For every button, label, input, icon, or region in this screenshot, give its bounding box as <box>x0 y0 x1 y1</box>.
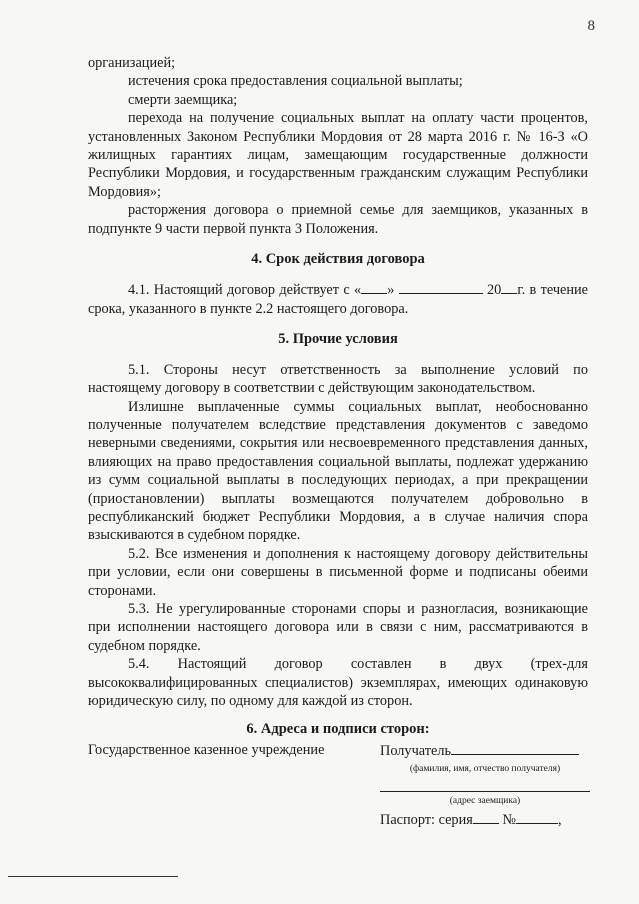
section-5-1: 5.1. Стороны несут ответственность за выполнение условий по настоящему договору в соответствии с действующим законодательством. <box>88 361 588 397</box>
line-expiry: истечения срока предоставления социальной выплаты; <box>128 73 463 90</box>
s41-c: 20 <box>487 282 502 299</box>
section-5-3: 5.3. Не урегулированные сторонами споры и разногласия, возникающие при исполнении настоящего договора или в связи с ним, рассматриваются в судебном порядке. <box>88 600 588 654</box>
section-4-title: 4. Срок действия договора <box>251 251 425 268</box>
passport-line <box>380 810 590 829</box>
line-transition: перехода на получение социальных выплат на оплату части процентов, установленных Законом Республики Мордовия от 28 марта 2016 г. № 16-З «О жилищных гарантиях лицам, замещающим государственные должности Республики Мордовия, и государственным гражданским служащим Республики Мордовия»; <box>88 110 588 200</box>
section-4-1 <box>88 280 588 318</box>
section-5-title: 5. Прочие условия <box>278 331 398 348</box>
section-5-4: 5.4. Настоящий договор составлен в двух (трех-для высококвалифицированных специалистов) экземплярах, имеющих одинаковую юридическую силу, по одному для каждой из сторон. <box>88 656 588 709</box>
line-termination: расторжения договора о приемной семье для заемщиков, указанных в подпункте 9 части первой пункта 3 Положения. <box>88 202 588 237</box>
page-number: 8 <box>587 18 595 34</box>
fio-caption: (фамилия, имя, отчество получателя) <box>409 764 561 775</box>
institution-label: Государственное казенное учреждение <box>88 741 325 758</box>
section-5-1-overpayment: Излишне выплаченные суммы социальных выплат, необоснованно полученные получателем вследствие представления документов с заведомо неверными сведениями, сокрытия или несвоевременного представления данных, влияющих на право предоставления социальной выплаты, подлежат удержанию из сумм социальной выплаты в последующих периодах, а при прекращении (приостановлении) выплаты возмещаются получателем добровольно в республиканский бюджет Республики Мордовия, а в случае наличия спора взыскиваются в судебном порядке. <box>88 398 588 544</box>
s41-a: 4.1. Настоящий договор действует с « <box>128 282 362 299</box>
address-line <box>380 779 590 792</box>
section-6-title: 6. Адреса и подписи сторон: <box>246 721 430 738</box>
day-blank <box>361 280 387 294</box>
signatures-block <box>88 741 588 829</box>
bottom-rule <box>8 876 178 877</box>
month-blank <box>399 280 483 294</box>
number-blank <box>516 810 558 824</box>
s41-d: г. в течение срока, указанного в пункте 2.2 настоящего договора. <box>88 282 589 317</box>
s41-b: » <box>387 282 395 299</box>
address-caption: (адрес заемщика) <box>449 795 521 806</box>
passport-number-label: № <box>502 812 517 829</box>
recipient-blank <box>451 741 579 755</box>
line-organization: организацией; <box>88 55 176 71</box>
passport-comma: , <box>558 812 562 829</box>
recipient-block <box>380 741 590 830</box>
series-blank <box>473 810 499 824</box>
recipient-line <box>380 741 590 760</box>
document-body <box>88 54 589 829</box>
year-blank <box>501 280 517 294</box>
recipient-label: Получатель <box>380 742 451 759</box>
line-death: смерти заемщика; <box>128 91 238 108</box>
section-5-2: 5.2. Все изменения и дополнения к настоящему договору действительны при условии, если они совершены в письменной форме и подписаны обеими сторонами. <box>88 545 588 599</box>
passport-series-label: Паспорт: серия <box>380 812 473 829</box>
